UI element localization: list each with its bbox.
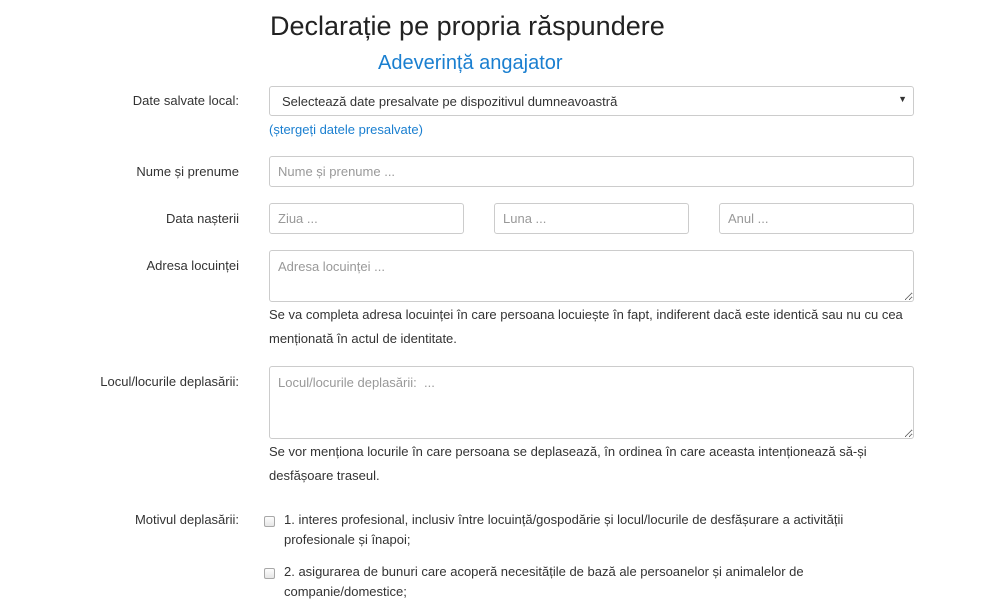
caret-down-icon: ▼ [898, 94, 907, 104]
reason-option-1-text: 1. interes profesional, inclusiv între locuință/gospodărie și locul/locurile de desfășurare a activității profesionale și înapoi; [284, 512, 844, 547]
reason-checkbox-2[interactable] [264, 568, 275, 579]
saved-data-select[interactable] [269, 86, 914, 116]
page-title: Declarație pe propria răspundere [270, 11, 665, 41]
name-input[interactable] [269, 156, 914, 187]
birth-day-input[interactable] [269, 203, 464, 234]
address-label: Adresa locuinței [146, 258, 239, 273]
reason-option-2-text: 2. asigurarea de bunuri care acoperă necesitățile de bază ale persoanelor și animalelor de companie/domestice; [284, 564, 804, 599]
clear-saved-data-link[interactable]: (ștergeți datele presalvate) [269, 122, 423, 137]
saved-data-select-value: Selectează date presalvate pe dispozitivul dumneavoastră [282, 94, 618, 109]
places-help-text: Se vor menționa locurile în care persoana se deplasează, în ordinea în care aceasta intenționează să-și desfășoare traseul. [269, 444, 867, 483]
birth-month-input[interactable] [494, 203, 689, 234]
address-help-text: Se va completa adresa locuinței în care persoana locuiește în fapt, indiferent dacă este identică sau nu cu cea menționată în actul de identitate. [269, 307, 903, 346]
saved-data-label: Date salvate local: [132, 93, 239, 108]
address-textarea[interactable] [269, 250, 914, 302]
reason-checkbox-1[interactable] [264, 516, 275, 527]
birth-year-input[interactable] [719, 203, 914, 234]
reason-label: Motivul deplasării: [134, 512, 239, 527]
name-label: Nume și prenume [136, 164, 239, 179]
birth-date-label: Data nașterii [166, 211, 239, 226]
places-label: Locul/locurile deplasării: [100, 374, 239, 389]
page-subtitle: Adeverință angajator [378, 52, 563, 74]
places-textarea[interactable] [269, 366, 914, 439]
